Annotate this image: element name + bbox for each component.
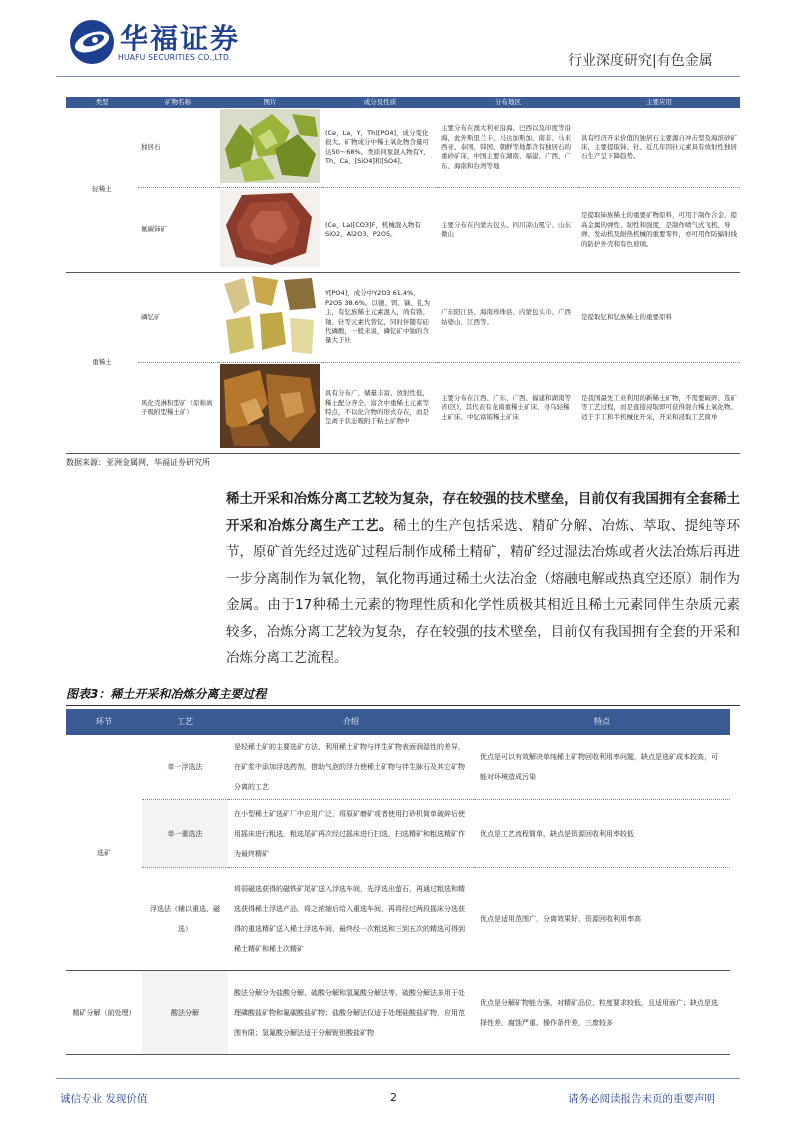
- rare-earth-minerals-table: [66, 97, 740, 454]
- header-divider: [56, 76, 740, 77]
- process-stage: 精矿分解（前处理）: [66, 971, 142, 1055]
- process-name: 浮选法（辅以重选、磁选）: [142, 868, 228, 971]
- mineral-composition: (Ce，La)[CO3]F，机械混入物有SiO2、Al2O3、P2O5。: [322, 188, 438, 272]
- ion-adsorption-ore-image: [220, 364, 320, 448]
- figure-title: 图表3：稀土开采和冶炼分离主要过程: [66, 687, 267, 701]
- footer-divider: [56, 1078, 740, 1079]
- mineral-application: 具有经济开采价值的独居石主要源自冲击型及海滨砂矿床，主要提取铈、钍、近几年因钍元素具有放射性独居石生产呈下降趋势。: [578, 108, 740, 188]
- table2-header-stage: 环节: [66, 709, 142, 735]
- table2-header-feature: 特点: [474, 709, 730, 735]
- mineral-composition: 具有分布广、储量丰富、放射性低，稀土配分齐全，富含中重稀土元素等特点，不以化合物的形式存在，而是呈离子状态吸附于粘土矿物中: [322, 363, 438, 453]
- table-row: [66, 800, 730, 868]
- table-row: [66, 363, 740, 453]
- xenotime-crystal-image: [220, 274, 320, 358]
- mineral-name: 独居石: [138, 108, 218, 188]
- mineral-type: 重稀土: [66, 272, 138, 453]
- table1-header-image: 图片: [218, 97, 322, 108]
- company-logo: [68, 18, 116, 66]
- process-stage: 选矿: [66, 735, 142, 971]
- footer-slogan: 诚信专业 发现价值: [60, 1093, 148, 1105]
- mineral-distribution: 主要分布在澳大利亚沿海、巴西以及印度等沿海，此外斯里兰卡、马达加斯加、南非、马来西亚、泰国、韩国、朝鲜等地都含有独居石的重砂矿床，中国主要在湖南、福建、广西、广东、海南和台湾等地: [438, 108, 578, 188]
- mineral-image: [218, 108, 322, 188]
- monazite-crystal-image: [220, 109, 320, 183]
- paragraph-lead-bold: 稀土开采和冶炼分离工艺较为复杂，存在较强的技术壁垒，目前仅有我国拥有全套稀土开采和冶炼分离生产工艺。: [226, 491, 740, 534]
- process-name: 单一浮选法: [142, 735, 228, 800]
- table-row: [66, 188, 740, 272]
- process-name: 酸法分解: [142, 971, 228, 1055]
- table2-header-process: 工艺: [142, 709, 228, 735]
- mineral-type: 轻稀土: [66, 108, 138, 272]
- mineral-name: 磷钇矿: [138, 272, 218, 362]
- mineral-application: 是提取铈族稀土的重要矿物原料，可用于制作合金，提高金属的弹性、韧性和强度，是制作喷气式飞机、导弹、发动机及耐热机械的重要零件，亦可用作防辐射线的防护外壳和有色玻璃。: [578, 188, 740, 272]
- table-row: [66, 735, 730, 800]
- process-name: 单一重选法: [142, 800, 228, 868]
- figure-title-divider: [66, 705, 740, 706]
- company-name-en: HUAFU SECURITIES CO.,LTD.: [118, 53, 232, 62]
- mineral-name: 风化壳淋积型矿（原称离子吸附型稀土矿）: [138, 363, 218, 453]
- table-row: [66, 272, 740, 362]
- process-intro: 酸法分解分为盐酸分解、硫酸分解和氢氟酸分解法等，硫酸分解法多用于处理磷酸盐矿物和氟碳酸盐矿物；盐酸分解法仅适于处理硅酸盐矿物，应用范围有限；氢氟酸分解法适于分解铌钽酸盐矿物: [228, 971, 474, 1055]
- process-feature: 优点是分解矿物能力强，对精矿品位、粒度要求较低，且适用面广；缺点是选择性差，腐蚀严重、操作条件差，三废较多: [474, 971, 730, 1055]
- mineral-distribution: 主要分布在江西、广东、广西、福建和湖南等省(区)，其代表有龙南重稀土矿床、寻乌轻稀土矿床、中钇富铕稀土矿床: [438, 363, 578, 453]
- mineral-image: [218, 363, 322, 453]
- company-name-cn: 华福证券: [120, 22, 241, 55]
- table-row: [66, 868, 730, 971]
- process-table: [66, 709, 730, 1055]
- mineral-application: 是提取钇和钇族稀土的重要原料: [578, 272, 740, 362]
- logo-swirl-icon: [68, 18, 116, 66]
- report-type: 行业深度研究|有色金属: [568, 53, 713, 69]
- table1-header-row: [66, 97, 740, 108]
- footer-disclaimer: 请务必阅读报告末页的重要声明: [568, 1093, 715, 1105]
- mineral-name: 氟碳铈矿: [138, 188, 218, 272]
- process-intro: 在小型稀土矿选矿厂中应用广泛，将原矿磨矿或者使用打砂机简单破碎后使用摇床进行粗选，粗选尾矿再次经过摇床进行扫选，扫选精矿和粗选精矿作为最终精矿: [228, 800, 474, 868]
- process-intro: 是轻稀土矿的主要选矿方法，利用稀土矿物与伴生矿物表面润湿性的差异，在矿浆中添加浮选药剂，借助气泡的浮力使稀土矿物与伴生脉石及其它矿物分离的工艺: [228, 735, 474, 800]
- table1-header-name: 矿物名称: [138, 97, 218, 108]
- paragraph-body: 稀土的生产包括采选、精矿分解、冶炼、萃取、提纯等环节，原矿首先经过选矿过程后制作成稀土精矿，精矿经过湿法冶炼或者火法冶炼后再进一步分离制作为氧化物，氧化物再通过稀土火法冶金（熔融电解或热真空还原）制作为金属。由于17种稀土元素的物理性质和化学性质极其相近且稀土元素同伴生杂质元素较多，冶炼分离工艺较为复杂，存在较强的技术壁垒，目前仅有我国拥有全套的开采和冶炼分离工艺流程。: [226, 517, 741, 666]
- mineral-image: [218, 188, 322, 272]
- table1-header-type: 类型: [66, 97, 138, 108]
- body-paragraph: [226, 486, 740, 672]
- process-intro: 将弱磁选获得的磁铁矿尾矿送入浮选车间，先浮选出萤石，再通过粗选和精选获得稀土浮选产品，将之浓缩后给入重选车间，再将经过两段摇床分选获得的重选精矿送入稀土浮选车间，最终经一次粗选和三到五次的精选可得到稀土精矿和稀土次精矿: [228, 868, 474, 971]
- mineral-distribution: 主要分布在内蒙古包头、四川凉山冕宁、山东微山: [438, 188, 578, 272]
- table1-header-composition: 成分及性质: [322, 97, 438, 108]
- table1-header-distribution: 分布地区: [438, 97, 578, 108]
- mineral-image: [218, 272, 322, 362]
- table-row: [66, 108, 740, 188]
- table2-header-row: [66, 709, 730, 735]
- process-feature: 优点是适用范围广，分离效果好，资源回收利用率高: [474, 868, 730, 971]
- mineral-application: 是我国最先工业利用的新稀土矿物，不需要破碎、选矿等工艺过程，而是直接浸取即可获得混合稀土氧化物。适于手工和半机械化开采，开采和浸取工艺简单: [578, 363, 740, 453]
- process-feature: 优点是工艺流程简单，缺点是资源回收利用率较低: [474, 800, 730, 868]
- table1-header-application: 主要应用: [578, 97, 740, 108]
- process-feature: 优点是可以有效解决单纯稀土矿物回收利用率问题，缺点是选矿成本较高，可能对环境造成污染: [474, 735, 730, 800]
- table-row: [66, 971, 730, 1055]
- mineral-distribution: 广东阳江县、海南珍珠县、内蒙包头市、广西姑婆山、江西等。: [438, 272, 578, 362]
- table2-header-intro: 介绍: [228, 709, 474, 735]
- data-source-note: 数据来源：亚洲金属网，华福证券研究所: [66, 458, 210, 467]
- page-number: 2: [390, 1091, 397, 1104]
- bastnaesite-crystal-image: [220, 189, 320, 267]
- mineral-composition: (Ce，La，Y，Th)[PO4]，成分变化很大。矿物成分中稀土氧化物含量可达50～68%。类质同象混入物有Y、Th、Ca、[SiO4]和[SO4]。: [322, 108, 438, 188]
- mineral-composition: Y[PO4]，成分中Y2O3 61.4%，P2O5 38.6%。以镱、铒、镝、钆为主，有钇族稀土元素混入，尚有锆、铀、钍等元素代替钇，同时伴随有硅代磷酸，一般来说，磷钇矿中铀的含量大于钍: [322, 272, 438, 362]
